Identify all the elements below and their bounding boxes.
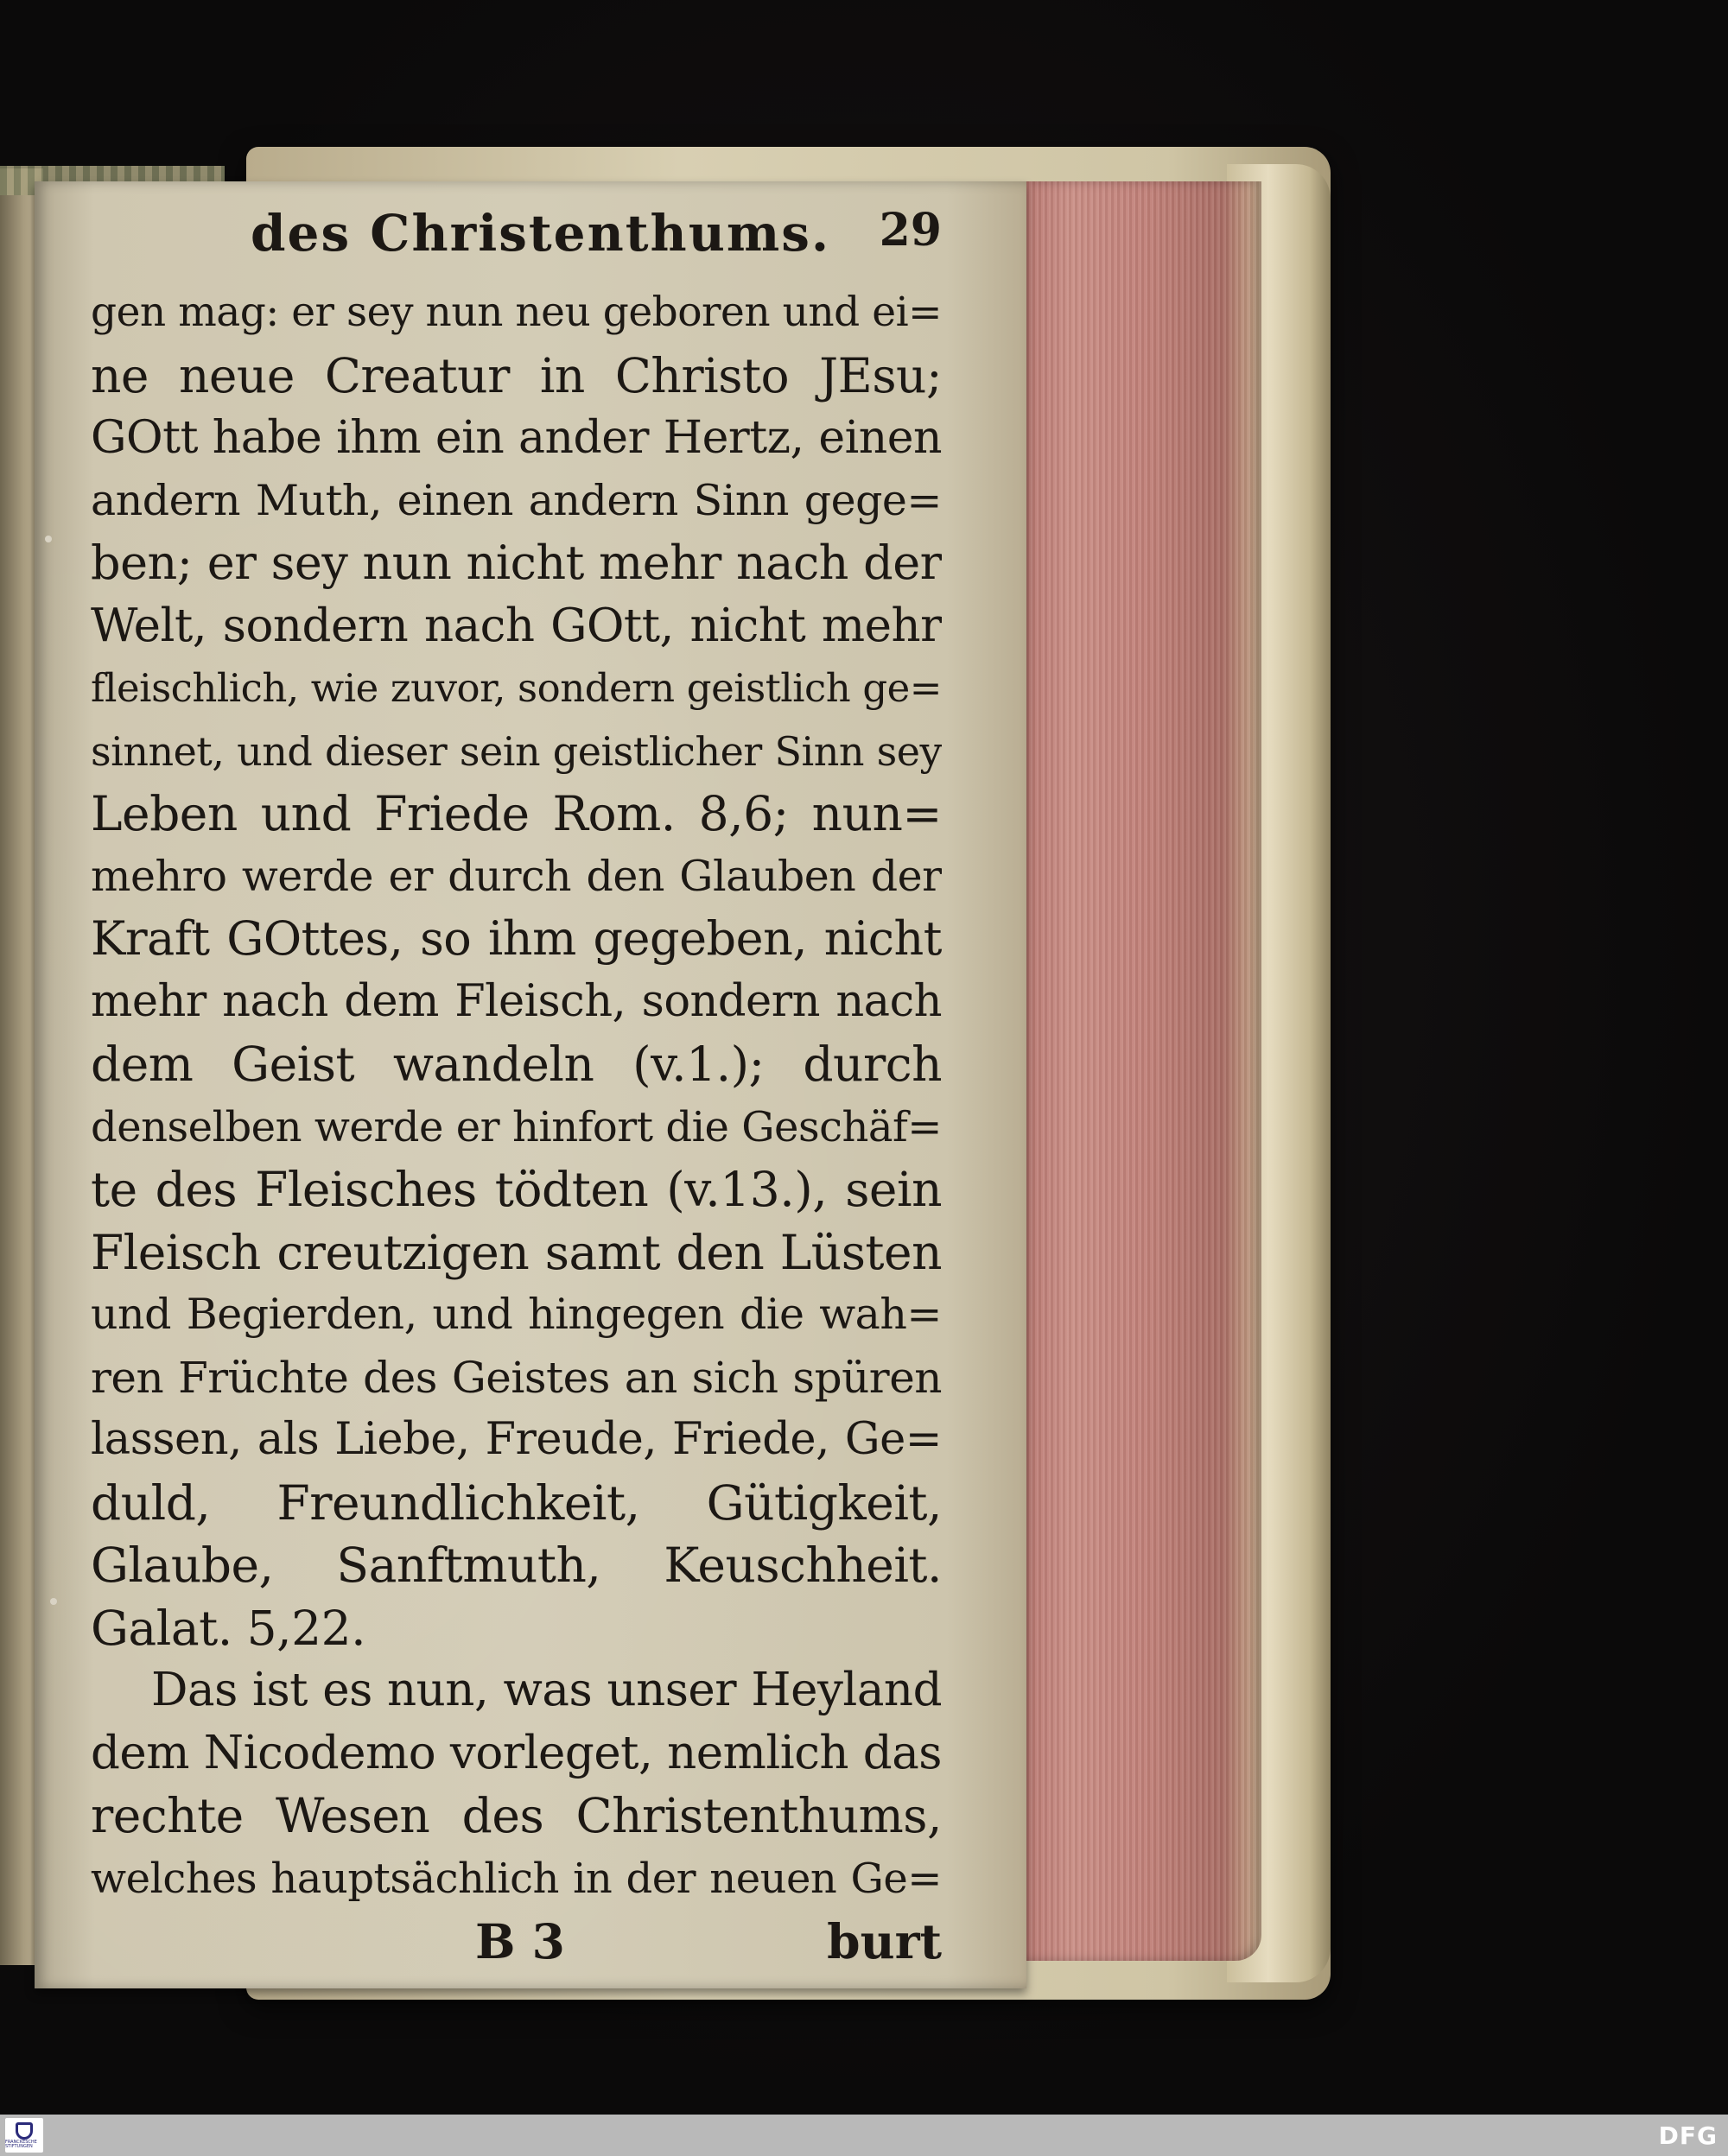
text-line: te des Fleisches tödten (v.13.), sein [91, 1162, 942, 1217]
text-line: sinnet, und dieser sein geistlicher Sinn sey [91, 727, 942, 775]
text-line: und Begierden, und hingegen die wah= [91, 1290, 942, 1339]
text-line: ren Früchte des Geistes an sich spüren [91, 1352, 942, 1403]
text-line: Das ist es nun, was unser Heyland [151, 1664, 942, 1716]
page-fore-edge [1007, 181, 1261, 1961]
text-line: Welt, sondern nach GOtt, nicht mehr [91, 599, 942, 652]
book-page [35, 181, 1026, 1988]
text-line: fleischlich, wie zuvor, sondern geistlich ge= [91, 665, 942, 711]
text-line: Fleisch creutzigen samt den Lüsten [91, 1224, 942, 1280]
shield-icon [16, 2122, 33, 2140]
catchword: burt [827, 1913, 942, 1969]
text-line: GOtt habe ihm ein ander Hertz, einen [91, 412, 942, 464]
text-line: mehr nach dem Fleisch, sondern nach [91, 975, 942, 1027]
text-line: ne neue Creatur in Christo JEsu; [91, 347, 942, 403]
text-line: Glaube, Sanftmuth, Keuschheit. [91, 1538, 942, 1593]
page-number: 29 [879, 204, 942, 257]
text-line: Galat. 5,22. [91, 1600, 366, 1656]
text-line: gen mag: er sey nun neu geboren und ei= [91, 289, 942, 336]
text-line: rechte Wesen des Christenthums, [91, 1788, 942, 1843]
text-line: lassen, als Liebe, Freude, Friede, Ge= [91, 1414, 942, 1465]
text-line: ben; er sey nun nicht mehr nach der [91, 536, 942, 590]
text-line: mehro werde er durch den Glauben der [91, 851, 942, 901]
text-line: dem Nicodemo vorleget, nemlich das [91, 1726, 942, 1779]
page-text-block [91, 204, 942, 1982]
text-line: andern Muth, einen andern Sinn gege= [91, 475, 942, 525]
text-line: denselben werde er hinfort die Geschäf= [91, 1102, 942, 1151]
dfg-logo: DFG [1658, 2121, 1718, 2150]
library-logo [5, 2118, 43, 2153]
text-line: Leben und Friede Rom. 8,6; nun= [91, 786, 942, 841]
text-line: dem Geist wandeln (v.1.); durch [91, 1037, 942, 1092]
running-head [91, 204, 942, 273]
text-line: duld, Freundlichkeit, Gütigkeit, [91, 1474, 942, 1531]
gutter-mark [45, 536, 52, 542]
gutter-mark [50, 1598, 57, 1605]
text-line: welches hauptsächlich in der neuen Ge= [91, 1854, 942, 1903]
page-footer [91, 1913, 942, 1982]
signature-mark: B 3 [475, 1913, 565, 1969]
text-line: Kraft GOttes, so ihm gegeben, nicht [91, 911, 942, 966]
library-logo-text: FRANCKESCHE STIFTUNGEN [5, 2139, 37, 2149]
viewer-footer-bar [0, 2115, 1728, 2156]
running-title: des Christenthums. [251, 204, 831, 263]
text-lines [91, 282, 942, 1910]
